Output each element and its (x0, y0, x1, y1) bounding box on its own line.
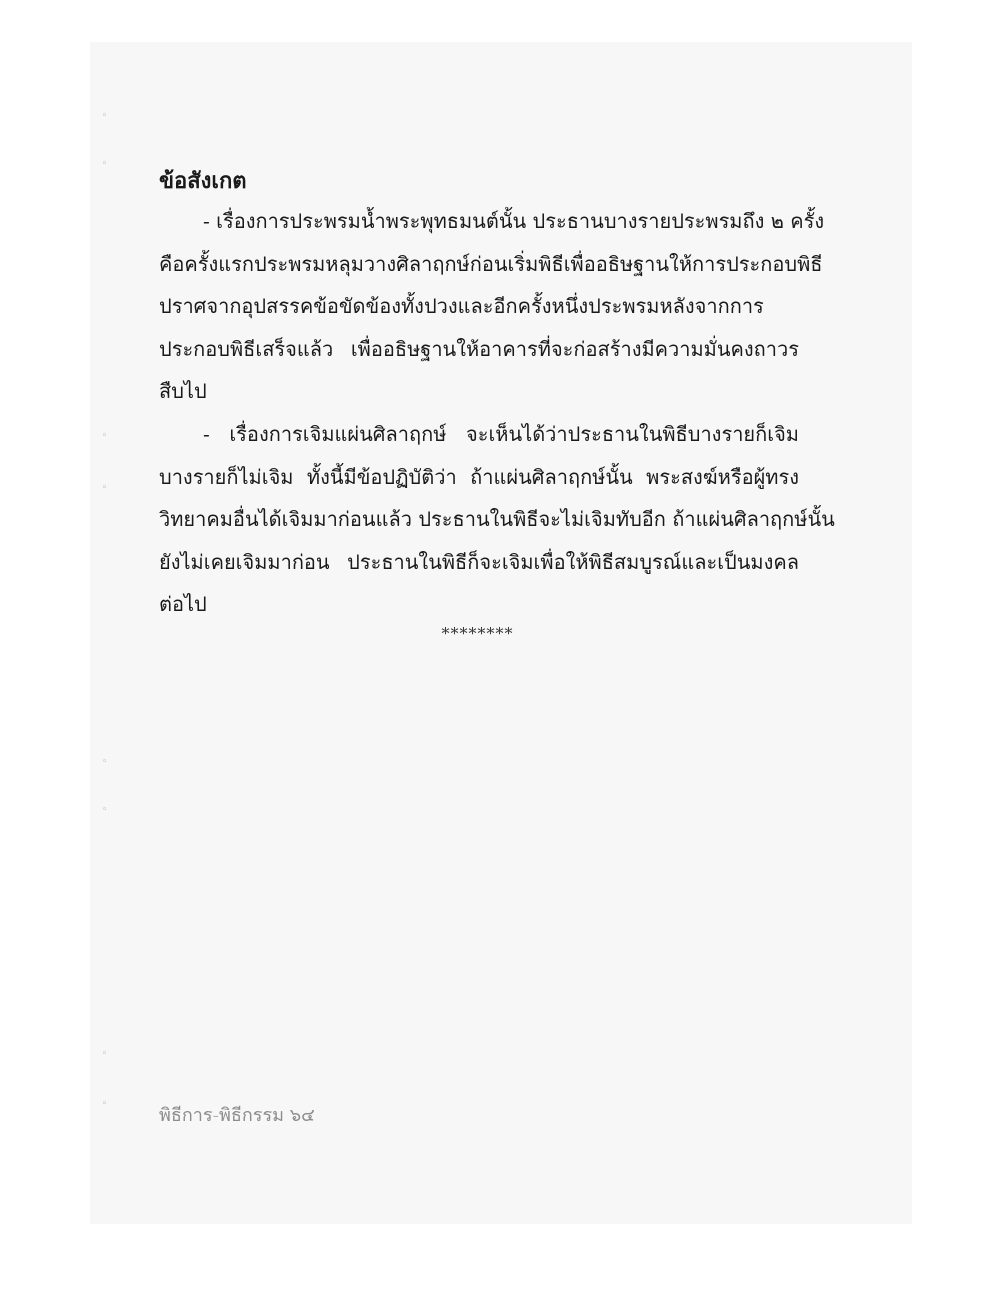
paragraph-line: ต่อไป (159, 592, 207, 616)
paragraph-sprinkling (159, 200, 825, 413)
paragraph-line: คือครั้งแรกประพรมหลุมวางศิลาฤกษ์ก่อนเริ่มพิธีเพื่ออธิษฐานให้การประกอบพิธี (159, 251, 823, 276)
punch-hole-mark: ◦ (102, 431, 108, 441)
paragraph-line: ประกอบพิธีเสร็จแล้ว เพื่ออธิษฐานให้อาคารที่จะก่อสร้างมีความมั่นคงถาวร (159, 336, 799, 361)
paragraph-line: สืบไป (159, 379, 207, 403)
punch-hole-mark: ◦ (102, 111, 108, 121)
page-footer: พิธีการ-พิธีกรรม ๖๔ (159, 1105, 315, 1126)
section-separator: ******** (441, 624, 514, 643)
punch-hole-mark: ◦ (102, 1049, 108, 1059)
paragraph-anointing (159, 413, 835, 626)
punch-hole-mark: ◦ (102, 757, 108, 767)
punch-hole-mark: ◦ (102, 1099, 108, 1109)
paragraph-line: - เรื่องการประพรมน้ำพระพุทธมนต์นั้น ประธานบางรายประพรมถึง ๒ ครั้ง (203, 209, 825, 233)
paragraph-line: - เรื่องการเจิมแผ่นศิลาฤกษ์ จะเห็นได้ว่าประธานในพิธีบางรายก็เจิม (203, 422, 799, 446)
paragraph-line: ปราศจากอุปสรรคข้อขัดข้องทั้งปวงและอีกครั้งหนึ่งประพรมหลังจากการ (159, 294, 764, 318)
paragraph-line: วิทยาคมอื่นได้เจิมมาก่อนแล้ว ประธานในพิธีจะไม่เจิมทับอีก ถ้าแผ่นศิลาฤกษ์นั้น (159, 507, 835, 531)
section-heading: ข้อสังเกต (159, 168, 247, 194)
paragraph-line: บางรายก็ไม่เจิม ทั้งนี้มีข้อปฏิบัติว่า ถ้าแผ่นศิลาฤกษ์นั้น พระสงฆ์หรือผู้ทรง (159, 464, 799, 489)
punch-hole-mark: ◦ (102, 159, 108, 169)
punch-hole-mark: ◦ (102, 805, 108, 815)
punch-hole-mark: ◦ (102, 483, 108, 493)
paragraph-line: ยังไม่เคยเจิมมาก่อน ประธานในพิธีก็จะเจิมเพื่อให้พิธีสมบูรณ์และเป็นมงคล (159, 549, 799, 574)
